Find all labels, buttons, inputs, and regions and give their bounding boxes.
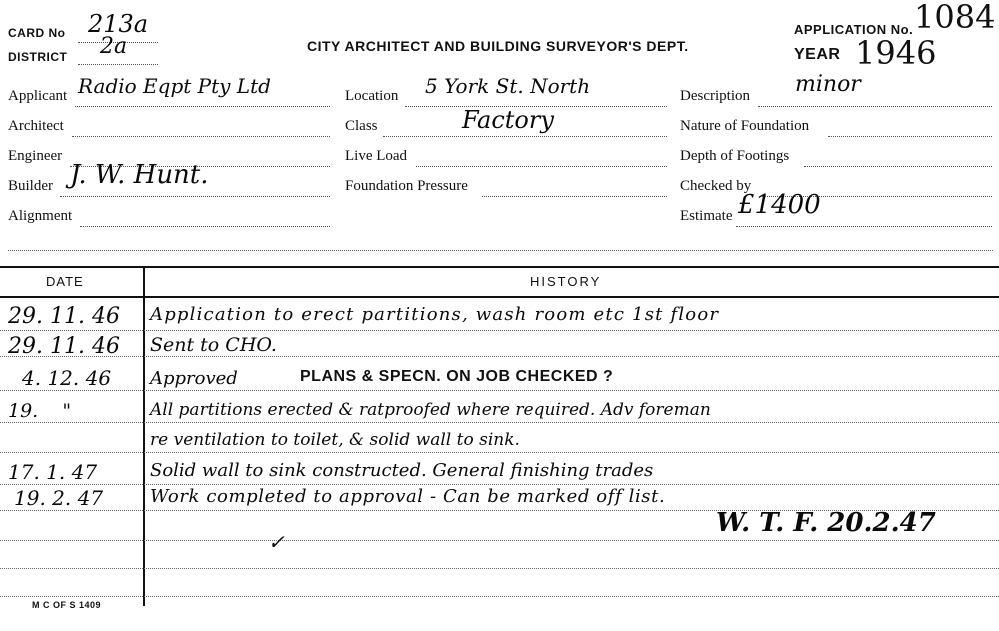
history-entry: Work completed to approval - Can be marked off list. <box>150 486 666 507</box>
foundation-pressure-label: Foundation Pressure <box>345 178 468 194</box>
district-value: 2a <box>100 34 128 59</box>
applicant-line <box>75 106 330 107</box>
nature-of-foundation-line <box>828 136 992 137</box>
history-column-header: HISTORY <box>530 274 602 289</box>
row-line <box>0 540 999 541</box>
history-entry: re ventilation to toilet, & solid wall to sink. <box>150 430 520 450</box>
table-top-border <box>0 266 999 268</box>
row-line <box>0 356 999 357</box>
row-line <box>0 596 999 597</box>
signature: W. T. F. 20.2.47 <box>716 508 936 538</box>
class-value: Factory <box>462 106 554 134</box>
history-entry: All partitions erected & ratproofed where required. Adv foreman <box>150 400 711 420</box>
estimate-label: Estimate <box>680 208 733 224</box>
district-line <box>78 64 158 65</box>
row-line <box>0 330 999 331</box>
foundation-pressure-line <box>482 196 667 197</box>
estimate-value: £1400 <box>738 190 821 220</box>
applicant-label: Applicant <box>8 88 68 104</box>
checked-by-label: Checked by <box>680 178 752 194</box>
table-column-divider <box>143 266 145 606</box>
row-line <box>0 568 999 569</box>
extra-line <box>8 250 993 251</box>
tick-mark: ✓ <box>268 530 285 554</box>
row-line <box>0 390 999 391</box>
application-label: APPLICATION No. <box>794 22 914 37</box>
estimate-line <box>736 226 992 227</box>
architect-line <box>72 136 330 137</box>
description-line <box>758 106 992 107</box>
class-label: Class <box>345 118 378 134</box>
history-date: 4. 12. 46 <box>22 366 112 390</box>
table-header-border <box>0 296 999 298</box>
date-column-header: DATE <box>46 274 84 289</box>
row-line <box>0 452 999 453</box>
builder-value: J. W. Hunt. <box>70 160 209 190</box>
class-line <box>383 136 667 137</box>
history-entry: Application to erect partitions, wash room etc 1st floor <box>150 304 720 325</box>
live-load-line <box>416 166 667 167</box>
live-load-label: Live Load <box>345 148 408 164</box>
row-line <box>0 484 999 485</box>
card-no-value: 213a <box>88 10 149 38</box>
description-label: Description <box>680 88 750 104</box>
form-code: M C OF S 1409 <box>32 600 102 610</box>
history-entry: Solid wall to sink constructed. General finishing trades <box>150 460 654 481</box>
application-number: 1084 <box>914 0 996 36</box>
year-value: 1946 <box>855 34 937 72</box>
history-date: 19. " <box>8 400 72 422</box>
history-date: 19. 2. 47 <box>14 486 104 510</box>
depth-of-footings-line <box>804 166 992 167</box>
district-label: DISTRICT <box>8 50 68 64</box>
alignment-line <box>80 226 330 227</box>
card-no-label: CARD No <box>8 26 66 40</box>
year-label: YEAR <box>794 46 841 63</box>
depth-of-footings-label: Depth of Footings <box>680 148 790 164</box>
history-date: 17. 1. 47 <box>8 460 98 484</box>
location-label: Location <box>345 88 399 104</box>
alignment-label: Alignment <box>8 208 73 224</box>
nature-of-foundation-label: Nature of Foundation <box>680 118 810 134</box>
checked-stamp: PLANS & SPECN. ON JOB CHECKED ? <box>300 368 614 385</box>
history-date: 29. 11. 46 <box>8 334 120 359</box>
history-entry: Approved <box>150 368 238 389</box>
architect-label: Architect <box>8 118 64 134</box>
history-entry: Sent to CHO. <box>150 334 277 356</box>
description-value: minor <box>795 72 861 97</box>
history-date: 29. 11. 46 <box>8 304 120 329</box>
builder-label: Builder <box>8 178 53 194</box>
department-title: CITY ARCHITECT AND BUILDING SURVEYOR'S DEPT. <box>307 38 689 54</box>
location-value: 5 York St. North <box>425 74 591 98</box>
builder-line <box>60 196 330 197</box>
row-line <box>0 422 999 423</box>
applicant-value: Radio Eqpt Pty Ltd <box>78 74 271 98</box>
engineer-label: Engineer <box>8 148 63 164</box>
